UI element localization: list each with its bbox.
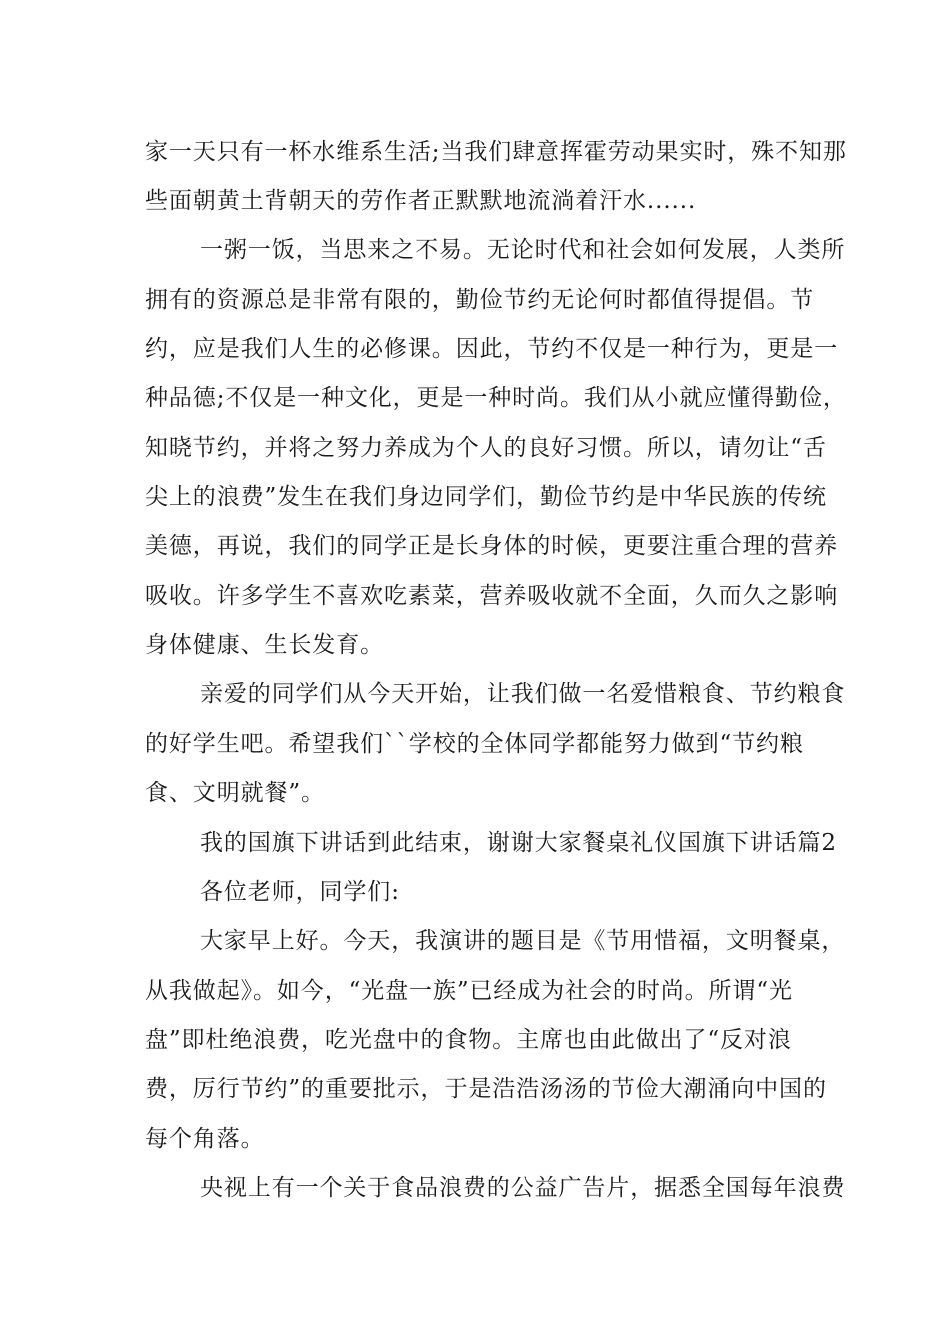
text-line: 些面朝黄土背朝天的劳作者正默默地流淌着汗水......: [145, 188, 697, 214]
paragraph-start-line: 我的国旗下讲话到此结束，谢谢大家餐桌礼仪国旗下讲话篇2: [200, 830, 837, 856]
text-line: 食、文明就餐”。: [145, 780, 325, 806]
text-line: 约，应是我们人生的必修课。因此，节约不仅是一种行为，更是一: [145, 336, 839, 362]
text-line: 拥有的资源总是非常有限的，勤俭节约无论何时都值得提倡。节: [145, 287, 815, 313]
paragraph-start-line: 央视上有一个关于食品浪费的公益广告片，据悉全国每年浪费: [200, 1175, 846, 1201]
text-line: 费，厉行节约”的重要批示，于是浩浩汤汤的节俭大潮涌向中国的: [145, 1076, 827, 1102]
text-line: 从我做起》。如今，“光盘一族”已经成为社会的时尚。所谓“光: [145, 978, 793, 1004]
text-line: 的好学生吧。希望我们``学校的全体同学都能努力做到“节约粮: [145, 731, 804, 757]
text-line: 吸收。许多学生不喜欢吃素菜，营养吸收就不全面，久而久之影响: [145, 583, 839, 609]
text-line: 种品德;不仅是一种文化，更是一种时尚。我们从小就应懂得勤俭，: [145, 385, 847, 411]
text-line: 美德，再说，我们的同学正是长身体的时候，更要注重合理的营养: [145, 533, 839, 559]
paragraph-start-line: 一粥一饭，当思来之不易。无论时代和社会如何发展，人类所: [200, 237, 846, 263]
paragraph-start-line: 亲爱的同学们从今天开始，让我们做一名爱惜粮食、节约粮食: [200, 681, 846, 707]
text-line: 知晓节约，并将之努力养成为个人的良好习惯。所以，请勿让“舌: [145, 435, 827, 461]
paragraph-start-line: 大家早上好。今天，我演讲的题目是《节用惜福，文明餐桌，: [200, 928, 846, 954]
text-line: 尖上的浪费”发生在我们身边同学们，勤俭节约是中华民族的传统: [145, 484, 827, 510]
text-line: 身体健康、生长发育。: [145, 632, 384, 658]
text-line: 盘”即杜绝浪费，吃光盘中的食物。主席也由此做出了“反对浪: [145, 1027, 792, 1053]
text-line: 每个角落。: [145, 1126, 265, 1152]
salutation-line: 各位老师，同学们:: [200, 879, 400, 905]
text-line: 家一天只有一杯水维系生活;当我们肆意挥霍劳动果实时，殊不知那: [145, 139, 847, 165]
